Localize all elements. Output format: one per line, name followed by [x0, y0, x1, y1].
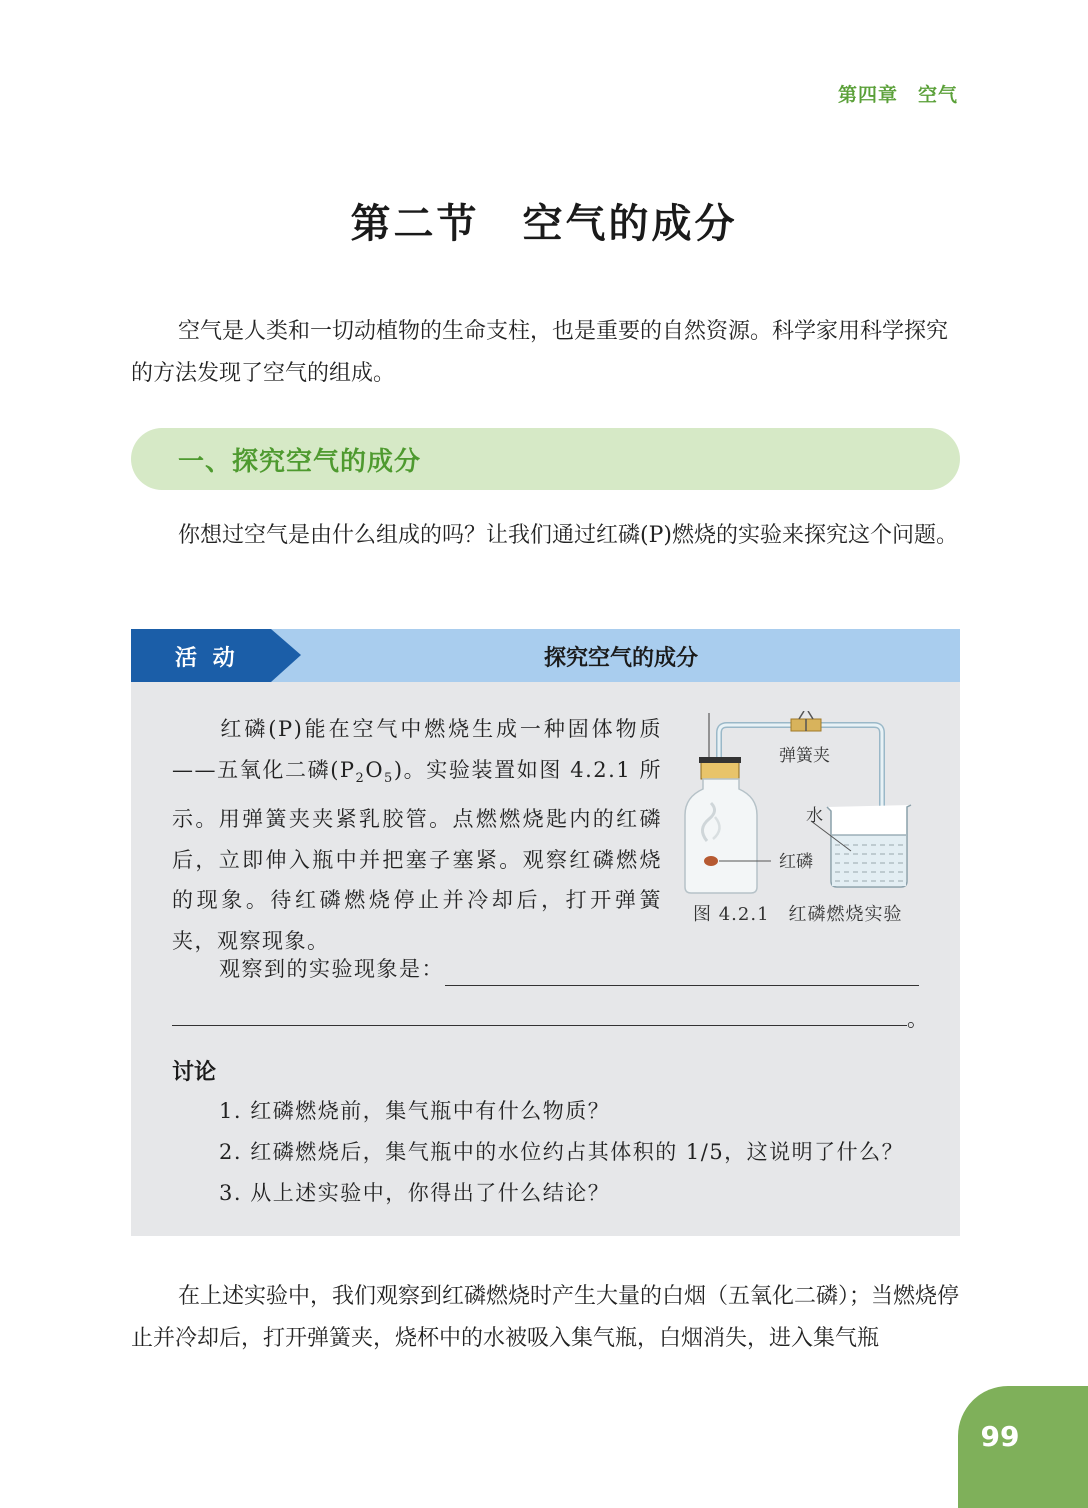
question-text: 你想过空气是由什么组成的吗？让我们通过红磷(P)燃烧的实验来探究这个问题。 [178, 523, 958, 548]
discussion-question-3: 3. 从上述实验中，你得出了什么结论？ [219, 1181, 611, 1205]
activity-description [172, 709, 662, 961]
activity-tab-label: 活 动 [175, 646, 239, 671]
activity-text-part2: O [365, 757, 385, 782]
subscript-5: 5 [384, 770, 394, 786]
discussion-question-1: 1. 红磷燃烧前，集气瓶中有什么物质？ [219, 1099, 611, 1123]
phosphorus-experiment-figure [679, 711, 929, 901]
intro-text: 空气是人类和一切动植物的生命支柱，也是重要的自然资源。科学家用科学探究的方法发现了空气的组成。 [131, 319, 949, 386]
figure-caption: 图 4.2.1 红磷燃烧实验 [693, 904, 903, 925]
discussion-question-2: 2. 红磷燃烧后，集气瓶中的水位约占其体积的 1/5，这说明了什么？ [219, 1140, 905, 1164]
section-title: 第二节 空气的成分 [350, 201, 738, 247]
intro-paragraph [131, 311, 960, 395]
observation-answer-line-2 [172, 1025, 907, 1026]
question-paragraph [131, 515, 960, 557]
observation-answer-line-1 [445, 985, 919, 986]
subscript-2: 2 [355, 770, 366, 786]
observation-prompt: 观察到的实验现象是： [219, 957, 444, 981]
activity-text-part3: )。实验装置如图 4.2.1 所示。用弹簧夹夹紧乳胶管。点燃燃烧匙内的红磷后，立即伸入瓶中并把塞子塞紧。观察红磷燃烧的现象。待红磷燃烧停止并冷却后，打开弹簧夹，观察现象。 [172, 757, 662, 953]
activity-title: 探究空气的成分 [543, 646, 698, 671]
subsection-banner [131, 428, 960, 490]
discussion-title: 讨论 [172, 1060, 217, 1085]
conclusion-text: 在上述实验中，我们观察到红磷燃烧时产生大量的白烟（五氧化二磷）；当燃烧停止并冷却后，打开弹簧夹，烧杯中的水被吸入集气瓶，白烟消失，进入集气瓶 [131, 1284, 960, 1351]
conclusion-paragraph [131, 1276, 960, 1360]
activity-text-part1: 红磷(P)能在空气中燃烧生成一种固体物质——五氧化二磷(P [172, 717, 662, 782]
label-water: 水 [806, 806, 823, 826]
activity-box [131, 629, 960, 1236]
page-number-tab [958, 1386, 1088, 1508]
observation-end-mark: 。 [907, 1007, 928, 1031]
subsection-title: 一、探究空气的成分 [178, 447, 422, 477]
page-number: 99 [980, 1420, 1020, 1453]
chapter-header: 第四章 空气 [837, 84, 958, 106]
label-red-phosphorus: 红磷 [779, 852, 813, 872]
label-clip: 弹簧夹 [779, 746, 830, 766]
